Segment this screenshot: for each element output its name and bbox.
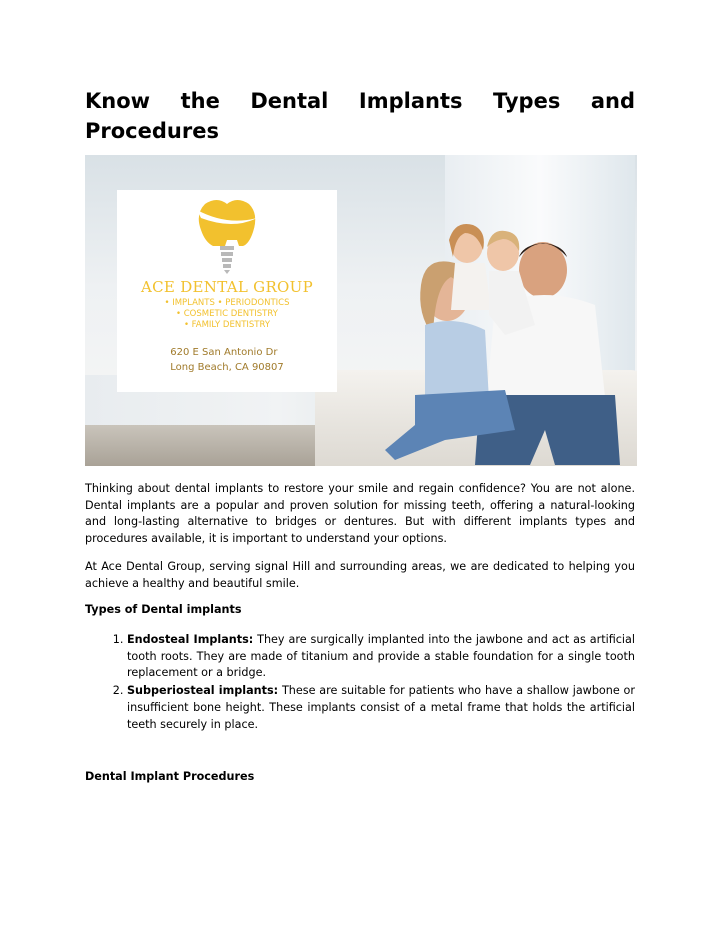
implant-types-list bbox=[85, 632, 635, 734]
logo-service-line: • FAMILY DENTISTRY bbox=[183, 320, 271, 330]
types-heading: Types of Dental implants bbox=[85, 603, 242, 616]
logo-service-line: • COSMETIC DENTISTRY bbox=[176, 309, 278, 319]
hero-image bbox=[85, 155, 637, 466]
tooth-logo-icon bbox=[187, 196, 267, 274]
logo-service-line: • IMPLANTS • PERIODONTICS bbox=[164, 298, 290, 308]
list-item-term: Endosteal Implants: bbox=[127, 633, 254, 646]
logo-name: ACE DENTAL GROUP bbox=[141, 278, 313, 296]
list-item-text: These are suitable for patients who have a shallow jawbone or insufficient bone height. These implants consist of a metal frame that holds the artificial teeth securely in place. bbox=[127, 684, 636, 731]
address-line-1: 620 E San Antonio Dr bbox=[170, 347, 278, 358]
address-line-2: Long Beach, CA 90807 bbox=[170, 362, 284, 373]
procedures-heading: Dental Implant Procedures bbox=[85, 770, 255, 783]
list-item-term: Subperiosteal implants: bbox=[127, 684, 279, 698]
about-paragraph: At Ace Dental Group, serving signal Hill and surrounding areas, we are dedicated to helping you achieve a healthy and beautiful smile. bbox=[85, 560, 635, 590]
list-item bbox=[127, 683, 635, 733]
list-item bbox=[127, 632, 635, 682]
intro-paragraph: Thinking about dental implants to restore your smile and regain confidence? You are not alone. Dental implants are a popular and proven solution for missing teeth, offering a natural-looking and long-lasting alternative to bridges or dentures. But with different implants types and procedures available, it is important to understand your options. bbox=[85, 482, 635, 546]
logo-address bbox=[170, 345, 284, 375]
family-photo bbox=[385, 215, 635, 465]
list-item-text: They are surgically implanted into the jawbone and act as artificial tooth roots. They are made of titanium and provide a stable foundation for a single tooth replacement or a bridge. bbox=[127, 633, 635, 680]
logo-card bbox=[117, 190, 337, 392]
page-title: Know the Dental Implants Types and Procedures bbox=[85, 89, 635, 143]
logo-services bbox=[164, 298, 289, 331]
